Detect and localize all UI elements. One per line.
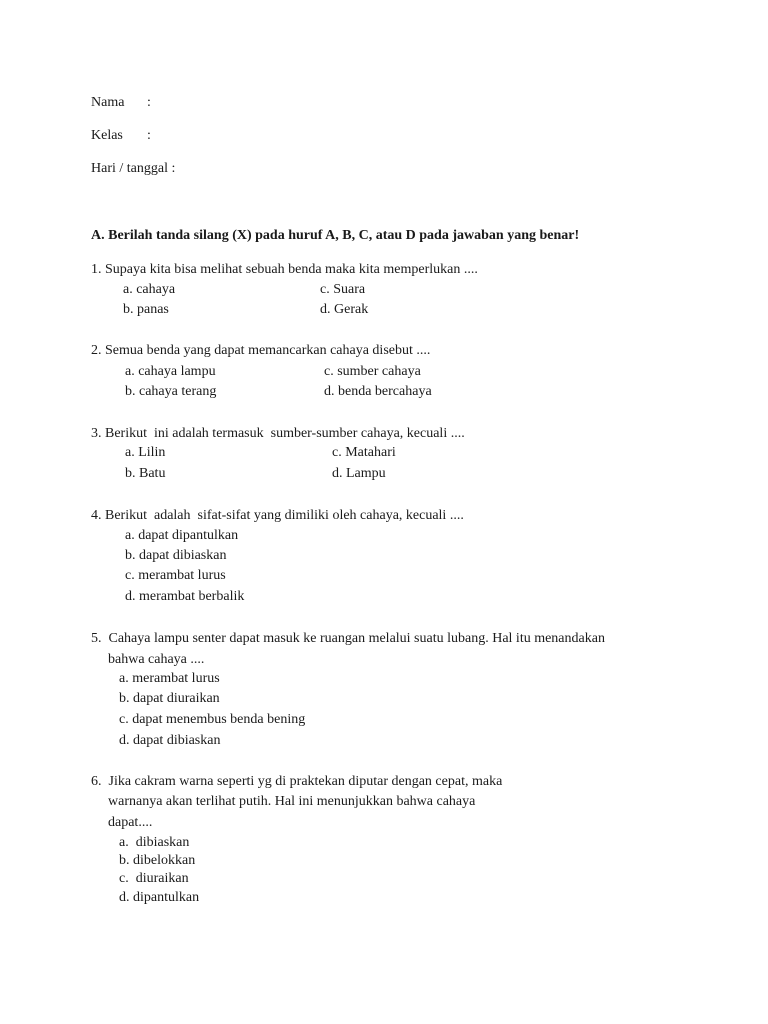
question-4-option-b: b. dapat dibiaskan — [125, 548, 227, 563]
nama-label: Nama — [91, 95, 125, 110]
question-3-option-a: a. Lilin — [125, 445, 166, 460]
question-3-option-d: d. Lampu — [332, 466, 386, 481]
question-3-text: 3. Berikut ini adalah termasuk sumber-sumber cahaya, kecuali .... — [91, 426, 465, 441]
question-4-option-a: a. dapat dipantulkan — [125, 528, 239, 543]
question-2-text: 2. Semua benda yang dapat memancarkan cahaya disebut .... — [91, 343, 431, 358]
question-4-option-c: c. merambat lurus — [125, 568, 226, 583]
question-5-option-b: b. dapat diuraikan — [119, 691, 220, 706]
question-6-option-b: b. dibelokkan — [119, 853, 196, 868]
question-3-option-c: c. Matahari — [332, 445, 396, 460]
question-6-option-a: a. dibiaskan — [119, 835, 190, 850]
kelas-colon: : — [147, 128, 151, 143]
question-5-text-line-2: bahwa cahaya .... — [108, 652, 205, 667]
question-1-option-c: c. Suara — [320, 282, 366, 297]
question-2-option-d: d. benda bercahaya — [324, 384, 432, 399]
question-6-text-line-2: warnanya akan terlihat putih. Hal ini menunjukkan bahwa cahaya — [108, 794, 476, 809]
kelas-label: Kelas — [91, 128, 123, 143]
question-2-option-a: a. cahaya lampu — [125, 364, 216, 379]
question-2-option-c: c. sumber cahaya — [324, 364, 421, 379]
question-1-option-b: b. panas — [123, 302, 169, 317]
question-5-option-a: a. merambat lurus — [119, 671, 220, 686]
question-6-text-line-1: 6. Jika cakram warna seperti yg di praktekan diputar dengan cepat, maka — [91, 774, 503, 789]
question-2-option-b: b. cahaya terang — [125, 384, 217, 399]
question-6-option-d: d. dipantulkan — [119, 890, 200, 905]
nama-colon: : — [147, 95, 151, 110]
question-6-text-line-3: dapat.... — [108, 815, 153, 830]
question-4-text: 4. Berikut adalah sifat-sifat yang dimiliki oleh cahaya, kecuali .... — [91, 508, 464, 523]
question-6-option-c: c. diuraikan — [119, 871, 189, 886]
question-5-option-d: d. dapat dibiaskan — [119, 733, 221, 748]
question-5-option-c: c. dapat menembus benda bening — [119, 712, 306, 727]
question-1-text: 1. Supaya kita bisa melihat sebuah benda maka kita memperlukan .... — [91, 262, 478, 277]
hari-tanggal-label: Hari / tanggal : — [91, 161, 176, 176]
question-5-text-line-1: 5. Cahaya lampu senter dapat masuk ke ruangan melalui suatu lubang. Hal itu menandakan — [91, 631, 605, 646]
question-4-option-d: d. merambat berbalik — [125, 589, 245, 604]
question-1-option-a: a. cahaya — [123, 282, 176, 297]
section-a-instruction: A. Berilah tanda silang (X) pada huruf A, B, C, atau D pada jawaban yang benar! — [91, 228, 580, 243]
question-1-option-d: d. Gerak — [320, 302, 369, 317]
question-3-option-b: b. Batu — [125, 466, 166, 481]
